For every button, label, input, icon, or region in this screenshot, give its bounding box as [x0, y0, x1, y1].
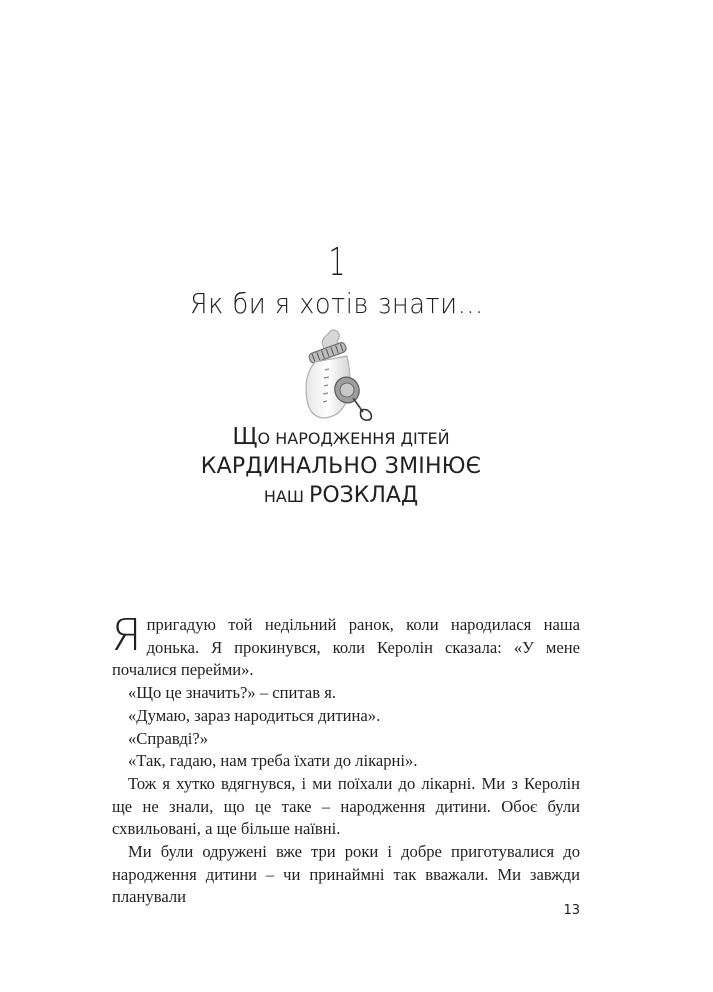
chapter-subtitle-line-1 [0, 424, 682, 452]
chapter-number: 1 [328, 240, 346, 284]
paragraph: «Думаю, зараз народиться дитина». [128, 705, 381, 725]
paragraph: Ми були одружені вже три роки і добре приготувалися до народження дитини – чи принаймні так вважали. Ми завжди планували [112, 842, 580, 907]
chapter-subtitle-line-2: КАРДИНАЛЬНО ЗМІНЮЄ [200, 454, 482, 479]
paragraph: «Справді?» [128, 728, 209, 748]
subtitle-initial: Щ [232, 424, 258, 450]
paragraph: Тож я хутко вдягнувся, і ми поїхали до лікарні. Ми з Керолін ще не знали, що це таке – народження дитини. Обоє були схвильовані, а ще більше наївні. [112, 773, 580, 839]
drop-cap: Я [111, 610, 142, 661]
paragraph: «Що це значить?» – спитав я. [128, 683, 337, 703]
subtitle-line-1-rest: О НАРОДЖЕННЯ ДІТЕЙ [257, 429, 450, 448]
body-text [111, 610, 580, 909]
chapter-title-text: Як би я хотів знати… [190, 287, 484, 320]
subtitle-line-3-small: НАШ [263, 487, 304, 506]
paragraph: «Так, гадаю, нам треба їхати до лікарні». [128, 751, 418, 771]
chapter-title [0, 286, 674, 322]
chapter-subtitle-line-3 [0, 481, 682, 512]
paragraph [111, 610, 580, 682]
paragraph-text: пригадую той недільний ранок, коли народилася наша донька. Я прокинувся, коли Керолін сказала: «У мене почалися перейми». [112, 615, 580, 680]
subtitle-line-3-big: РОЗКЛАД [309, 483, 419, 508]
baby-bottle-icon [295, 326, 389, 426]
page-number: 13 [563, 903, 580, 918]
